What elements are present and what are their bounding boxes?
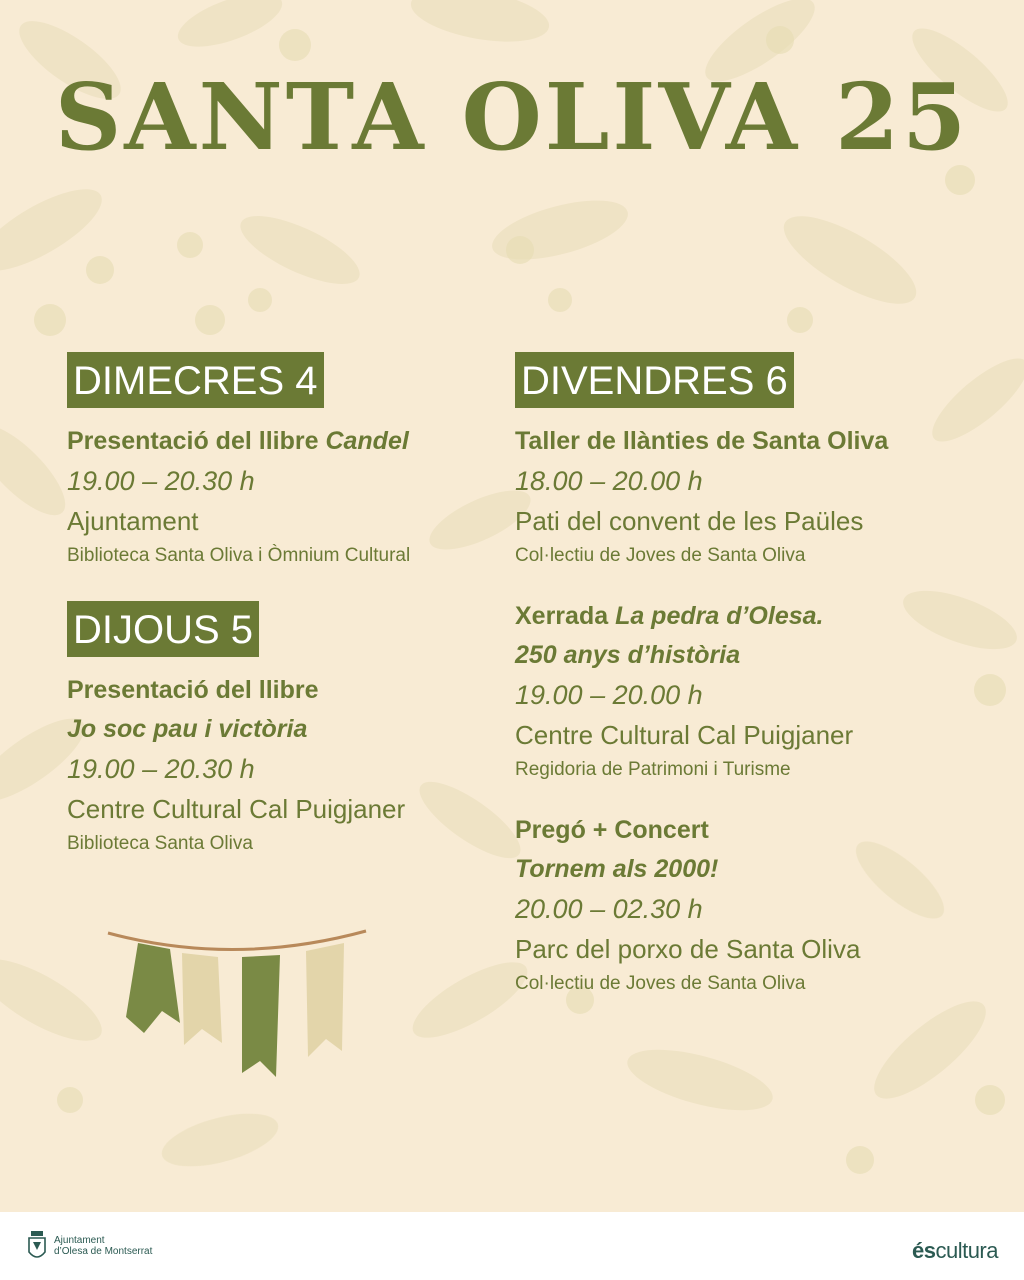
event-time: 18.00 – 20.00 h: [515, 466, 703, 496]
day-block-thursday: [67, 601, 507, 859]
day-heading: DIJOUS 5: [67, 601, 259, 657]
event-place: Parc del porxo de Santa Oliva: [515, 934, 861, 964]
logo-line-1: Ajuntament: [54, 1235, 105, 1246]
event-title-book: Jo soc pau i victòria: [67, 715, 308, 743]
event-place: Ajuntament: [67, 506, 199, 536]
event-item: [515, 422, 995, 571]
event-time: 20.00 – 02.30 h: [515, 894, 703, 924]
ajuntament-logo: [26, 1228, 152, 1264]
logo-line-2: d’Olesa de Montserrat: [54, 1246, 153, 1257]
event-title: Presentació del llibre: [67, 676, 319, 704]
event-place: Centre Cultural Cal Puigjaner: [67, 794, 406, 824]
event-title: Pregó + Concert: [515, 816, 709, 844]
page-title: SANTA OLIVA 25: [54, 63, 970, 171]
event-organizer: Biblioteca Santa Oliva: [67, 833, 253, 854]
footer: [0, 1212, 1024, 1280]
event-place: Centre Cultural Cal Puigjaner: [515, 720, 854, 750]
event-item: [515, 597, 995, 785]
crest-icon: [26, 1228, 48, 1264]
event-organizer: Col·lectiu de Joves de Santa Oliva: [515, 545, 806, 566]
event-item: [67, 422, 507, 571]
event-time: 19.00 – 20.30 h: [67, 466, 255, 496]
event-title-subtitle: 250 anys d’història: [515, 641, 741, 669]
event-title-subtitle: Tornem als 2000!: [515, 855, 719, 883]
event-title: Xerrada La pedra d’Olesa.: [515, 602, 824, 630]
event-title: Presentació del llibre Candel: [67, 427, 409, 455]
event-organizer: Col·lectiu de Joves de Santa Oliva: [515, 973, 806, 994]
day-heading: DIMECRES 4: [67, 352, 324, 408]
event-organizer: Regidoria de Patrimoni i Turisme: [515, 759, 791, 780]
day-heading: DIVENDRES 6: [515, 352, 794, 408]
day-block-wednesday: [67, 352, 507, 571]
event-title: Taller de llànties de Santa Oliva: [515, 427, 889, 455]
event-time: 19.00 – 20.00 h: [515, 680, 703, 710]
event-place: Pati del convent de les Paüles: [515, 506, 864, 536]
event-organizer: Biblioteca Santa Oliva i Òmnium Cultural: [67, 545, 411, 566]
escultura-logo: éscultura: [911, 1238, 998, 1263]
event-item: [515, 811, 995, 999]
bunting-flags-icon: [104, 925, 374, 1085]
event-time: 19.00 – 20.30 h: [67, 754, 255, 784]
right-column: [515, 352, 995, 999]
left-column: [67, 352, 507, 859]
event-item: [67, 671, 507, 859]
